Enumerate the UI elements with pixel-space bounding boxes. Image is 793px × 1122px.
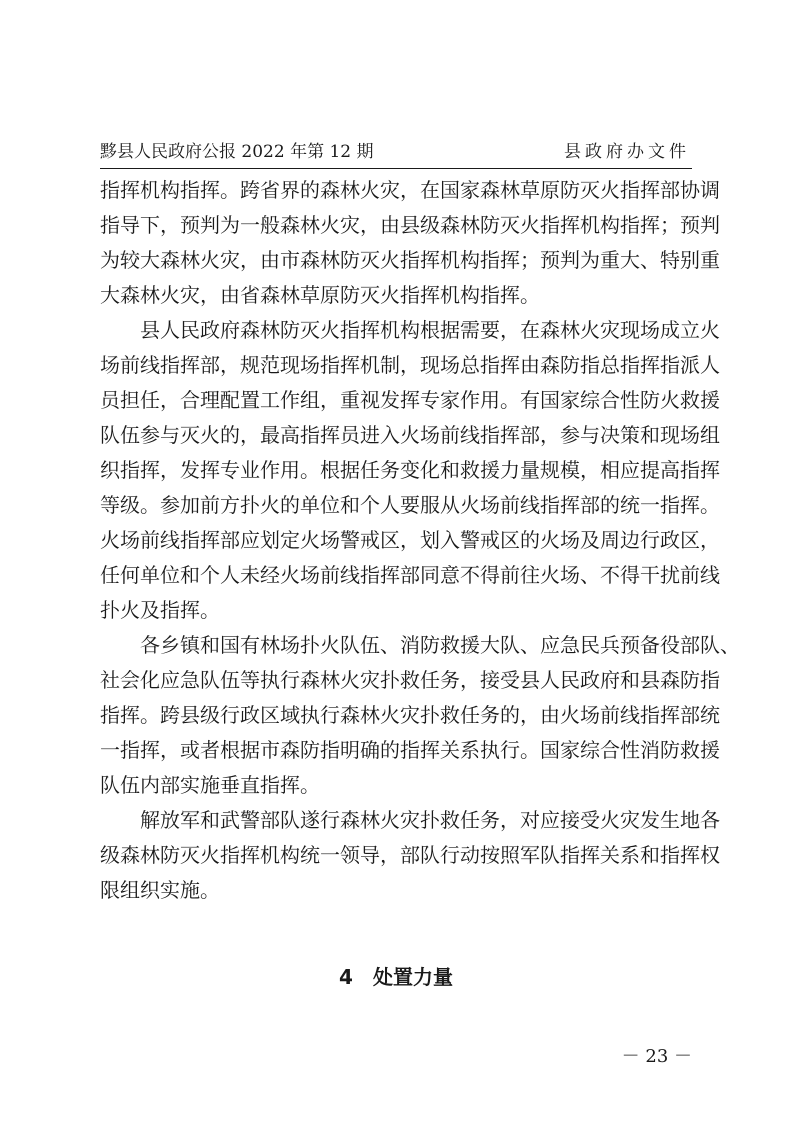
text-line: 等级。参加前方扑火的单位和个人要服从火场前线指挥部的统一指挥。 — [100, 493, 720, 517]
text-line: 指挥机构指挥。跨省界的森林火灾，在国家森林草原防灭火指挥部协调 — [100, 178, 720, 202]
page-number: － 23 － — [621, 1046, 692, 1067]
header-rule — [100, 168, 692, 169]
text-line: 大森林火灾，由省森林草原防灭火指挥机构指挥。 — [100, 283, 540, 307]
page-header — [100, 140, 690, 164]
text-line: 县人民政府森林防灭火指挥机构根据需要，在森林火灾现场成立火 — [100, 318, 720, 342]
section-label: 县政府办文件 — [564, 142, 690, 162]
text-line: 员担任，合理配置工作组，重视发挥专家作用。有国家综合性防火救援 — [100, 388, 720, 412]
text-line: 任何单位和个人未经火场前线指挥部同意不得前往火场、不得干扰前线 — [100, 563, 720, 587]
text-line: 火场前线指挥部应划定火场警戒区，划入警戒区的火场及周边行政区， — [100, 528, 720, 552]
text-line: 指挥。跨县级行政区域执行森林火灾扑救任务的，由火场前线指挥部统 — [100, 703, 720, 727]
text-line: 扑火及指挥。 — [100, 598, 220, 622]
text-line: 级森林防灭火指挥机构统一领导，部队行动按照军队指挥关系和指挥权 — [100, 843, 720, 867]
text-line: 社会化应急队伍等执行森林火灾扑救任务，接受县人民政府和县森防指 — [100, 668, 720, 692]
text-line: 一指挥，或者根据市森防指明确的指挥关系执行。国家综合性消防救援 — [100, 738, 720, 762]
text-line: 各乡镇和国有林场扑火队伍、消防救援大队、应急民兵预备役部队、 — [100, 633, 740, 657]
section-heading: 4 处置力量 — [339, 965, 453, 989]
text-line: 织指挥，发挥专业作用。根据任务变化和救援力量规模，相应提高指挥 — [100, 458, 720, 482]
text-line: 解放军和武警部队遂行森林火灾扑救任务，对应接受火灾发生地各 — [100, 808, 720, 832]
bulletin-title: 黟县人民政府公报 2022 年第 12 期 — [100, 142, 374, 162]
text-line: 场前线指挥部，规范现场指挥机制，现场总指挥由森防指总指挥指派人 — [100, 353, 720, 377]
text-line: 队伍内部实施垂直指挥。 — [100, 773, 320, 797]
text-line: 队伍参与灭火的，最高指挥员进入火场前线指挥部，参与决策和现场组 — [100, 423, 720, 447]
body-text — [100, 173, 740, 908]
text-line: 限组织实施。 — [100, 878, 220, 902]
text-line: 指导下，预判为一般森林火灾，由县级森林防灭火指挥机构指挥；预判 — [100, 213, 720, 237]
text-line: 为较大森林火灾，由市森林防灭火指挥机构指挥；预判为重大、特别重 — [100, 248, 720, 272]
